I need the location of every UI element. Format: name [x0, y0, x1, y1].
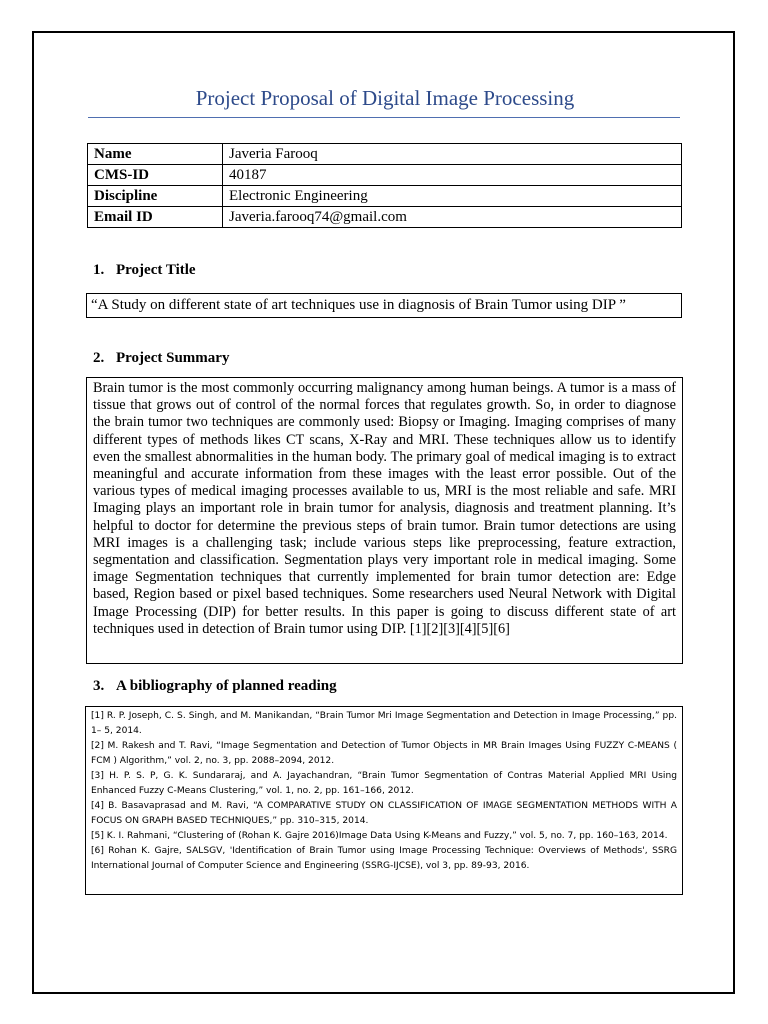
reference-item: [2] M. Rakesh and T. Ravi, “Image Segmentation and Detection of Tumor Objects in MR Brain Images Using FUZZY C-MEANS ( FCM ) Algorithm,” vol. 2, no. 3, pp. 2088–2094, 2012. [91, 741, 677, 766]
document-title: Project Proposal of Digital Image Processing [195, 86, 575, 110]
info-value: Javeria.farooq74@gmail.com [223, 207, 682, 228]
info-label: CMS-ID [88, 165, 223, 186]
reference-item: [6] Rohan K. Gajre, SALSGV, 'Identification of Brain Tumor using Image Processing Technique: Overviews of Methods', SSRG International Journal of Computer Science and Engineering (SSRG-IJCSE), vol 3, pp. 89-93, 2016. [91, 846, 677, 871]
section-number: 3. [93, 678, 105, 694]
reference-item: [3] H. P. S. P, G. K. Sundararaj, and A. Jayachandran, “Brain Tumor Segmentation of Contras Material Applied MRI Using Enhanced Fuzzy C-Means Clustering,” vol. 1, no. 2, pp. 161–166, 2012. [91, 771, 677, 796]
section-heading-project-summary [93, 350, 229, 367]
project-summary-box: Brain tumor is the most commonly occurring malignancy among human beings. A tumor is a mass of tissue that grows out of control of the normal forces that regulates growth. So, in order to diagnose the brain tumor two techniques are commonly used: Biopsy or Imaging. Imaging comprises of many different types of methods likes CT scans, X-Ray and MRI. These techniques allow us to identify even the smallest abnormalities in the human body. The primary goal of medical imaging is to extract meaningful and accurate information from these images with the least error possible. Out of the various types of medical imaging processes available to us, MRI is the most reliable and safe. MRI Imaging plays an important role in brain tumor for analysis, diagnosis and treatment planning. It’s helpful to doctor for determine the previous steps of brain tumor. Brain tumor detections are using MRI images is a challenging task; include various steps like preprocessing, feature extraction, segmentation and classification. Segmentation plays very important role in medical imaging. Some image Segmentation techniques that currently implemented for brain tumor detection are: Edge based, Region based or pixel based techniques. Some researchers used Neural Network with Digital Image Processing (DIP) for better results. In this paper is going to discuss different state of art techniques used in detection of Brain tumor using DIP. [1][2][3][4][5][6] [86, 377, 683, 664]
info-row-name [88, 144, 682, 165]
reference-item: [5] K. I. Rahmani, “Clustering of (Rohan K. Gajre 2016)Image Data Using K-Means and Fuzzy,” vol. 5, no. 7, pp. 160–163, 2014. [91, 831, 668, 841]
info-value: Electronic Engineering [223, 186, 682, 207]
info-label: Discipline [88, 186, 223, 207]
info-label: Email ID [88, 207, 223, 228]
reference-item: [1] R. P. Joseph, C. S. Singh, and M. Manikandan, “Brain Tumor Mri Image Segmentation and Detection in Image Processing,” pp. 1– 5, 2014. [91, 711, 677, 736]
reference-item: [4] B. Basavaprasad and M. Ravi, “A COMPARATIVE STUDY ON CLASSIFICATION OF IMAGE SEGMENTATION METHODS WITH A FOCUS ON GRAPH BASED TECHNIQUES,” pp. 310–315, 2014. [91, 801, 677, 826]
title-underline [88, 117, 680, 118]
info-row-email [88, 207, 682, 228]
bibliography-box [85, 706, 683, 895]
info-row-cms-id [88, 165, 682, 186]
section-heading-bibliography [93, 678, 337, 695]
section-heading-text: Project Summary [116, 350, 230, 366]
info-row-discipline [88, 186, 682, 207]
student-info-table [87, 143, 682, 228]
info-value: Javeria Farooq [223, 144, 682, 165]
project-title-box: “A Study on different state of art techniques use in diagnosis of Brain Tumor using DIP ” [86, 293, 682, 318]
info-value: 40187 [223, 165, 682, 186]
info-label: Name [88, 144, 223, 165]
section-number: 2. [93, 350, 105, 366]
section-heading-text: Project Title [116, 262, 196, 278]
section-heading-project-title [93, 262, 196, 279]
section-number: 1. [93, 262, 105, 278]
section-heading-text: A bibliography of planned reading [116, 678, 337, 694]
